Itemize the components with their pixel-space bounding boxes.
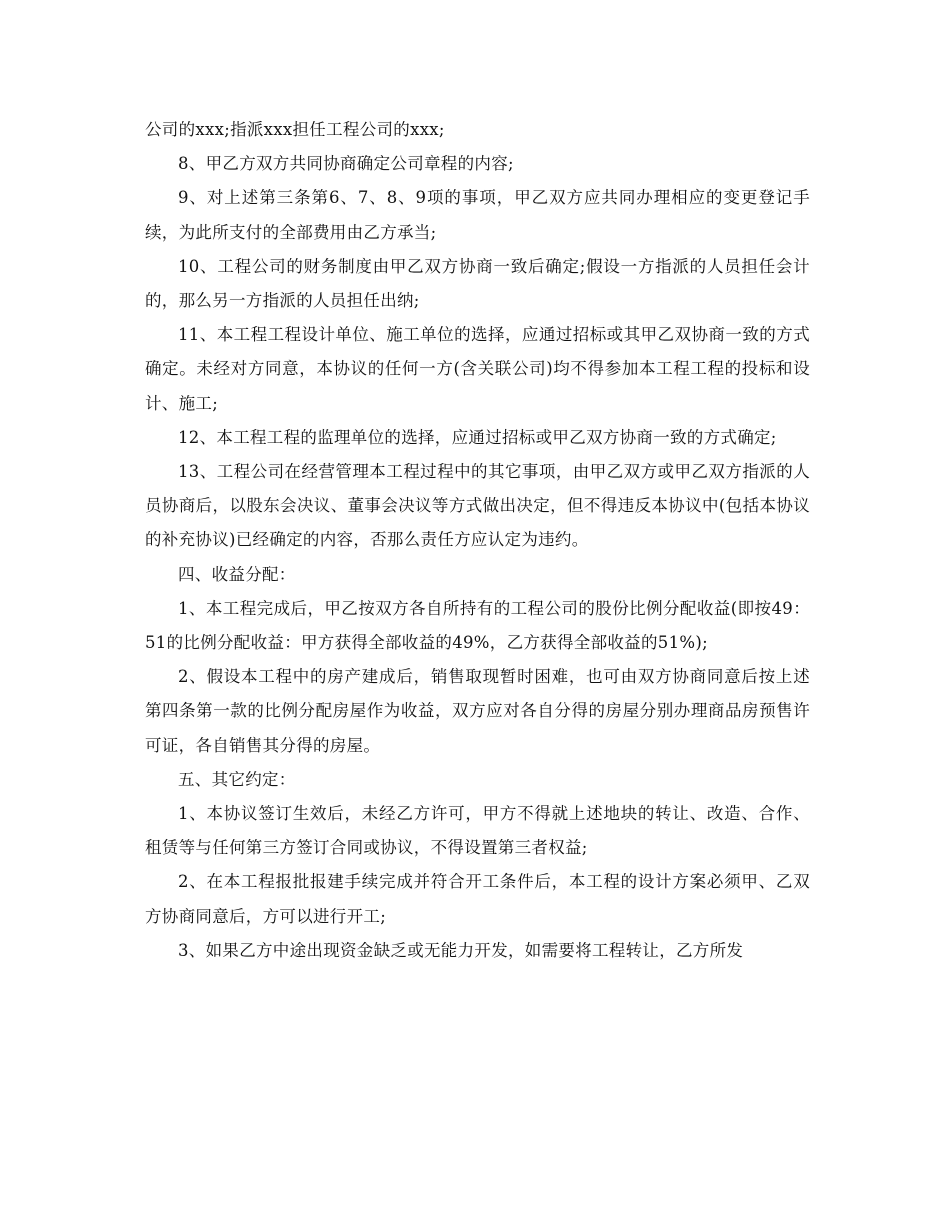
paragraph-other-clause-1: 1、本协议签订生效后，未经乙方许可，甲方不得就上述地块的转让、改造、合作、租赁等与任何第三方签订合同或协议，不得设置第三者权益; [145, 804, 810, 858]
paragraph-clause-9: 9、对上述第三条第6、7、8、9项的事项，甲乙双方应共同办理相应的变更登记手续，为此所支付的全部费用由乙方承当; [145, 188, 810, 242]
paragraph-clause-8: 8、甲乙方双方共同协商确定公司章程的内容; [178, 154, 514, 174]
paragraph-profit-clause-1: 1、本工程完成后，甲乙按双方各自所持有的工程公司的股份比例分配收益(即按49：51的比例分配收益：甲方获得全部收益的49%，乙方获得全部收益的51%); [145, 598, 810, 653]
paragraph-clause-13: 13、工程公司在经营管理本工程过程中的其它事项，由甲乙双方或甲乙双方指派的人员协商后，以股东会决议、董事会决议等方式做出决定，但不得违反本协议中(包括本协议的补充协议)已经确定的内容，否那么责任方应认定为违约。 [145, 462, 810, 550]
paragraph-clause-11: 11、本工程工程设计单位、施工单位的选择，应通过招标或其甲乙双协商一致的方式确定。未经对方同意，本协议的任何一方(含关联公司)均不得参加本工程工程的投标和设计、施工; [145, 325, 810, 413]
paragraph-other-clause-3: 3、如果乙方中途出现资金缺乏或无能力开发，如需要将工程转让，乙方所发 [178, 940, 744, 960]
paragraph-continuation: 公司的xxx;指派xxx担任工程公司的xxx; [145, 120, 445, 139]
paragraph-profit-clause-2: 2、假设本工程中的房产建成后，销售取现暂时困难，也可由双方协商同意后按上述第四条第一款的比例分配房屋作为收益，双方应对各自分得的房屋分别办理商品房预售许可证，各自销售其分得的房屋。 [145, 667, 810, 755]
section-heading-other-terms: 五、其它约定： [178, 769, 296, 789]
document-body [145, 113, 810, 968]
paragraph-clause-12: 12、本工程工程的监理单位的选择，应通过招标或甲乙双方协商一致的方式确定; [178, 427, 777, 447]
paragraph-clause-10: 10、工程公司的财务制度由甲乙双方协商一致后确定;假设一方指派的人员担任会计的，那么另一方指派的人员担任出纳; [145, 256, 810, 311]
paragraph-other-clause-2: 2、在本工程报批报建手续完成并符合开工条件后，本工程的设计方案必须甲、乙双方协商同意后，方可以进行开工; [145, 872, 810, 926]
section-heading-profit-distribution: 四、收益分配： [178, 564, 296, 584]
